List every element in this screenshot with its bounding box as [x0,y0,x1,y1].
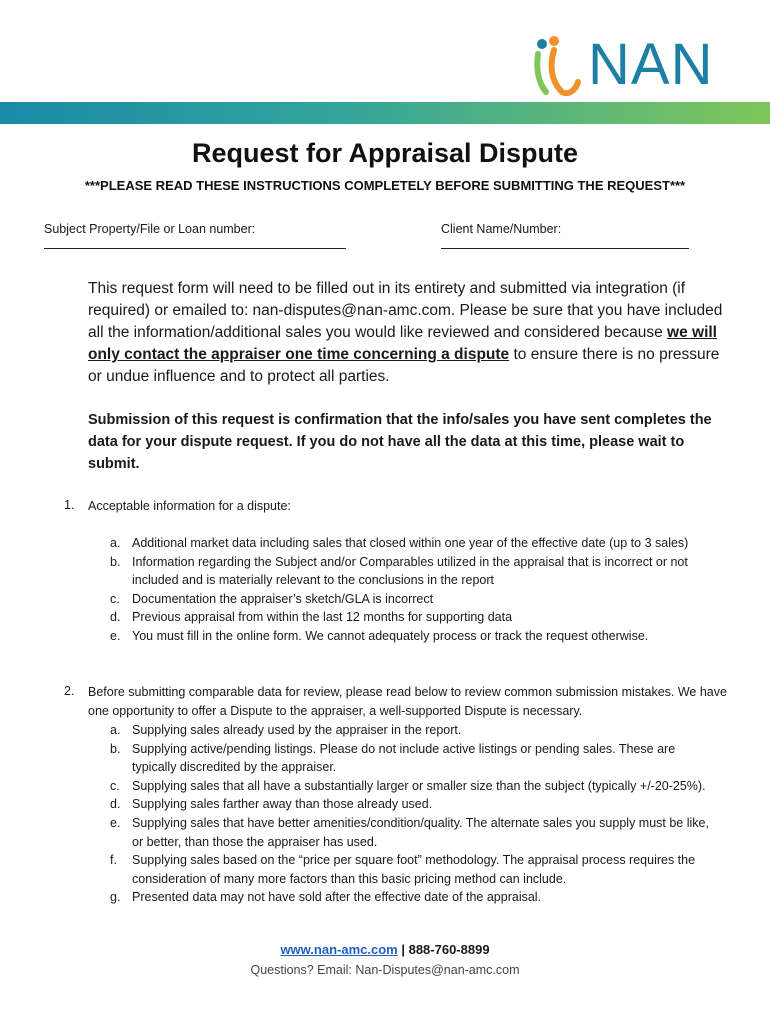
footer-questions: Questions? Email: Nan-Disputes@nan-amc.com [250,963,520,977]
item-text: Supplying sales that have better amenities/condition/quality. The alternate sales you supply must be like, or better, than those the appraiser has used. [132,815,709,849]
item-letter: c. [110,591,120,606]
list-item [110,721,720,740]
list-item [110,814,720,851]
list-item [110,627,720,646]
header-band [0,102,770,124]
list-item [110,851,720,888]
section-1-heading: Acceptable information for a dispute: [88,499,291,513]
nan-logo-figure-icon [528,34,588,96]
item-letter: a. [110,723,121,737]
item-letter: d. [110,797,121,812]
item-text: Additional market data including sales that closed within one year of the effective date (up to 3 sales) [132,536,689,550]
subject-property-label: Subject Property/File or Loan number: [44,222,256,236]
item-letter: b. [110,741,121,756]
brand-name: NAN [588,32,714,97]
list-item [110,534,720,553]
item-letter: b. [110,554,121,569]
submission-note: Submission of this request is confirmation that the info/sales you have sent completes the data for your dispute request. If you do not have all the data at this time, please wait to submit. [88,412,712,472]
item-text: Supplying sales based on the “price per square foot” methodology. The appraisal process requires the consideration of many more factors than this basic pricing method can include. [132,853,696,886]
client-name-label: Client Name/Number: [441,222,562,236]
item-text: Presented data may not have sold after the effective date of the appraisal. [132,890,542,905]
website-link[interactable]: www.nan-amc.com [280,942,398,957]
list-item [110,608,720,627]
phone-number: 888-760-8899 [408,942,490,957]
item-letter: d. [110,610,121,625]
list-item [110,740,720,777]
item-text: Previous appraisal from within the last 12 months for supporting data [132,610,513,625]
section-2-list [110,721,720,907]
item-letter: e. [110,815,121,830]
instructions-warning: ***PLEASE READ THESE INSTRUCTIONS COMPLETELY BEFORE SUBMITTING THE REQUEST*** [84,178,686,193]
intro-text-1: This request form will need to be filled out in its entirety and submitted via integration (if required) or emailed to: nan-disputes@nan-amc.com. Please be sure that you have included all the information/additional sales you would like reviewed and considered because [88,280,723,341]
section-2-heading: Before submitting comparable data for review, please read below to review common submission mistakes. We have one opportunity to offer a Dispute to the appraiser, a well-supported Dispute is necessary. [88,685,727,718]
intro-text-2: to ensure there is no pressure or undue influence and to protect all parties. [88,346,720,385]
item-text: Supplying sales already used by the appraiser in the report. [132,723,462,737]
item-letter: e. [110,628,121,643]
nan-logo [528,34,718,96]
list-item [110,777,720,796]
item-letter: f. [110,853,117,868]
item-text: Supplying active/pending listings. Please do not include active listings or pending sales. These are typically discredited by the appraiser. [132,741,676,775]
footer-contact [0,942,770,957]
item-text: Supplying sales farther away than those already used. [132,797,433,812]
intro-paragraph [88,278,728,388]
list-item [110,553,720,590]
item-text: Supplying sales that all have a substantially larger or smaller size than the subject (typically +/-20-25%). [132,778,706,793]
list-item [110,888,720,907]
list-item [110,795,720,814]
list-item [110,590,720,609]
item-letter: a. [110,536,121,550]
page-title: Request for Appraisal Dispute [191,138,579,168]
intro-emphasis: we will only contact the appraiser one time concerning a dispute [88,324,717,363]
section-1-list [110,534,720,646]
item-text: Documentation the appraiser’s sketch/GLA is incorrect [132,591,434,606]
client-name-field[interactable] [441,248,689,249]
item-letter: g. [110,890,121,905]
section-2-number: 2. [64,684,75,698]
section-1-number: 1. [64,498,75,512]
item-text: You must fill in the online form. We cannot adequately process or track the request otherwise. [132,628,649,643]
item-letter: c. [110,778,120,793]
subject-property-field[interactable] [44,248,346,249]
footer-separator: | [397,942,409,957]
item-text: Information regarding the Subject and/or Comparables utilized in the appraisal that is incorrect or not included and is materially relevant to the conclusions in the report [132,554,688,588]
